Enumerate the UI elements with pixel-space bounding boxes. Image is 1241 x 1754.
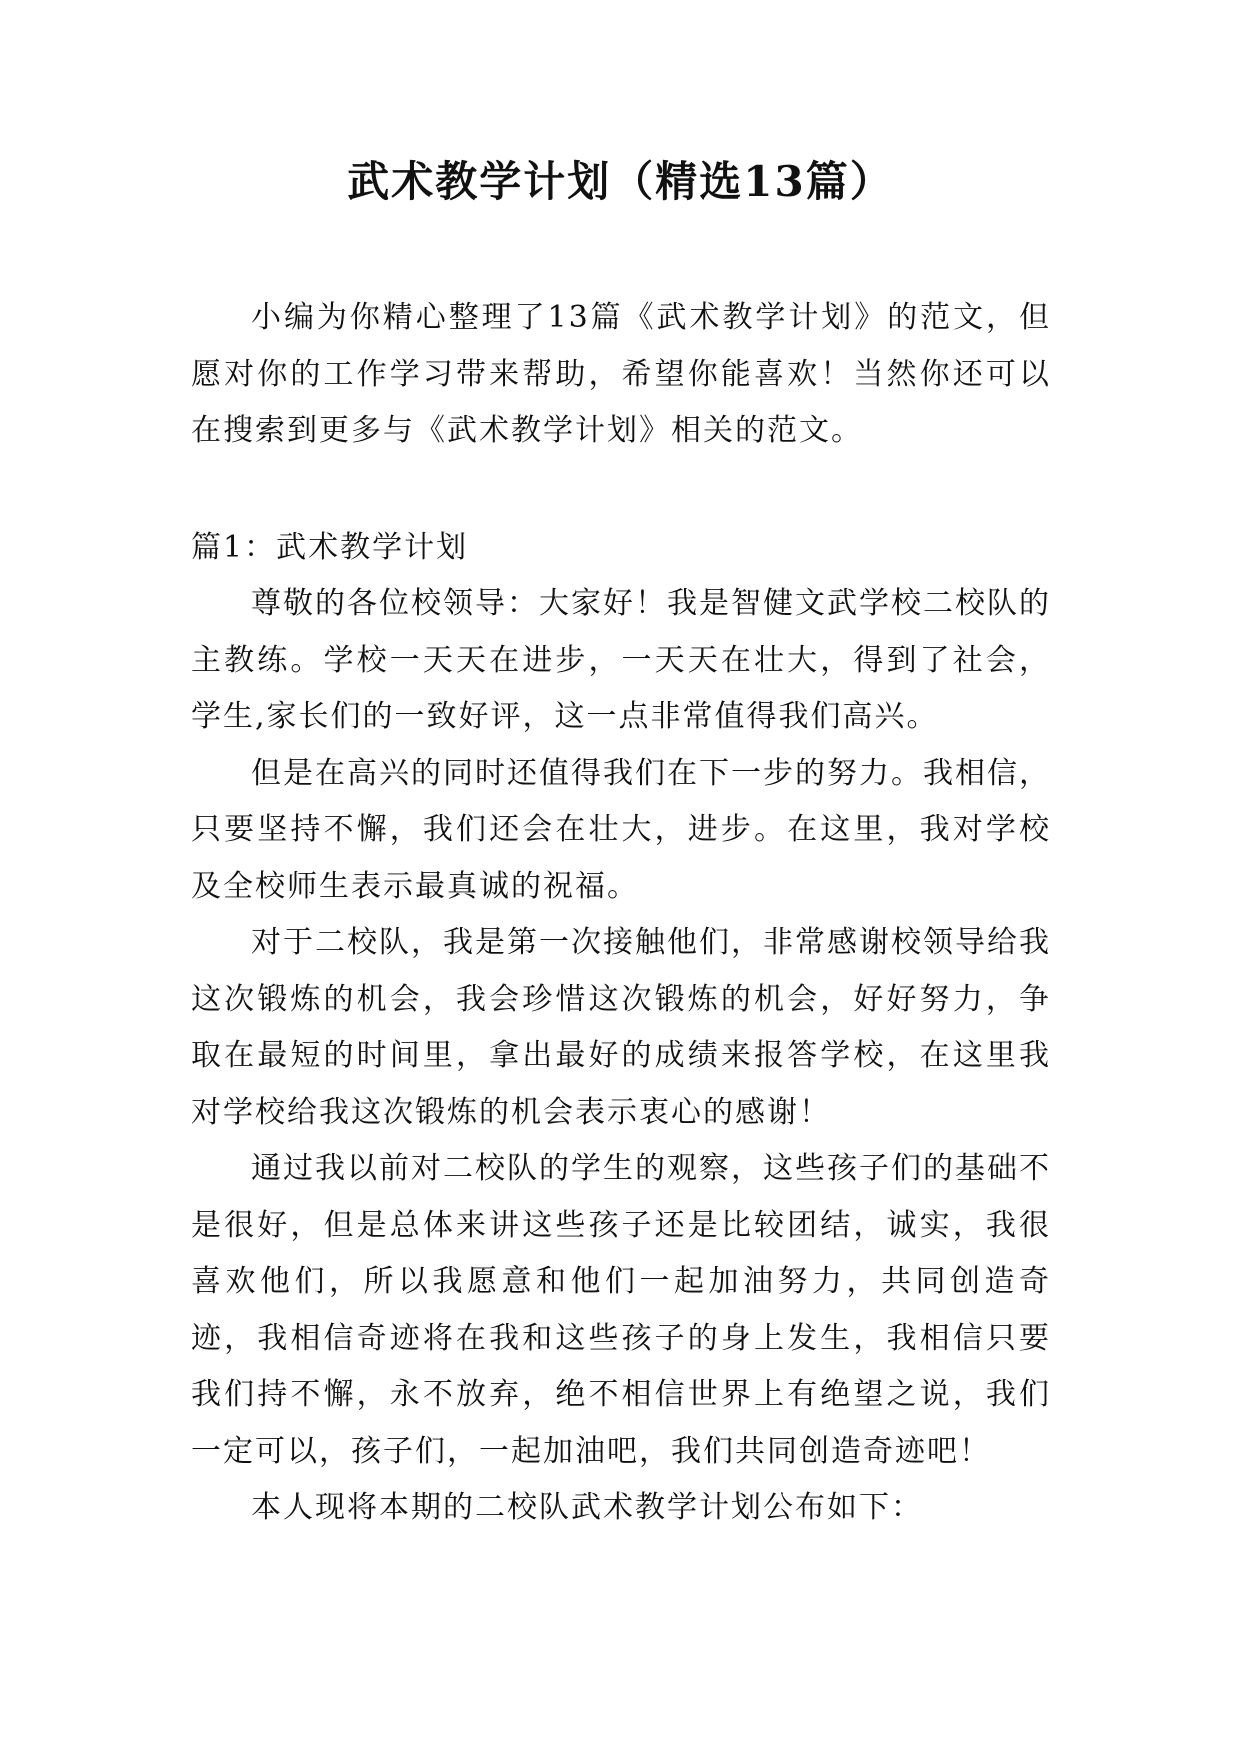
spacer bbox=[191, 460, 1051, 520]
body-paragraph: 尊敬的各位校领导：大家好！我是智健文武学校二校队的主教练。学校一天天在进步，一天天在壮大，得到了社会，学生,家长们的一致好评，这一点非常值得我们高兴。 bbox=[191, 586, 1051, 734]
page-title: 武术教学计划（精选13篇） bbox=[347, 157, 894, 206]
body-paragraph: 但是在高兴的同时还值得我们在下一步的努力。我相信，只要坚持不懈，我们还会在壮大，进步。在这里，我对学校及全校师生表示最真诚的祝福。 bbox=[191, 755, 1051, 904]
intro-paragraph: 小编为你精心整理了13篇《武术教学计划》的范文，但愿对你的工作学习带来帮助，希望你能喜欢！当然你还可以在搜索到更多与《武术教学计划》相关的范文。 bbox=[191, 300, 1051, 448]
document-body bbox=[191, 290, 1051, 1537]
section-heading: 篇1：武术教学计划 bbox=[191, 529, 469, 565]
body-paragraph: 本人现将本期的二校队武术教学计划公布如下： bbox=[251, 1490, 923, 1525]
body-paragraph: 对于二校队，我是第一次接触他们，非常感谢校领导给我这次锻炼的机会，我会珍惜这次锻炼的机会，好好努力，争取在最短的时间里，拿出最好的成绩来报答学校，在这里我对学校给我这次锻炼的机会表示衷心的感谢！ bbox=[191, 925, 1051, 1130]
body-paragraph: 通过我以前对二校队的学生的观察，这些孩子们的基础不是很好，但是总体来讲这些孩子还是比较团结，诚实，我很喜欢他们，所以我愿意和他们一起加油努力，共同创造奇迹，我相信奇迹将在我和这些孩子的身上发生，我相信只要我们持不懈，永不放弃，绝不相信世界上有绝望之说，我们一定可以，孩子们，一起加油吧，我们共同创造奇迹吧！ bbox=[191, 1151, 1051, 1469]
